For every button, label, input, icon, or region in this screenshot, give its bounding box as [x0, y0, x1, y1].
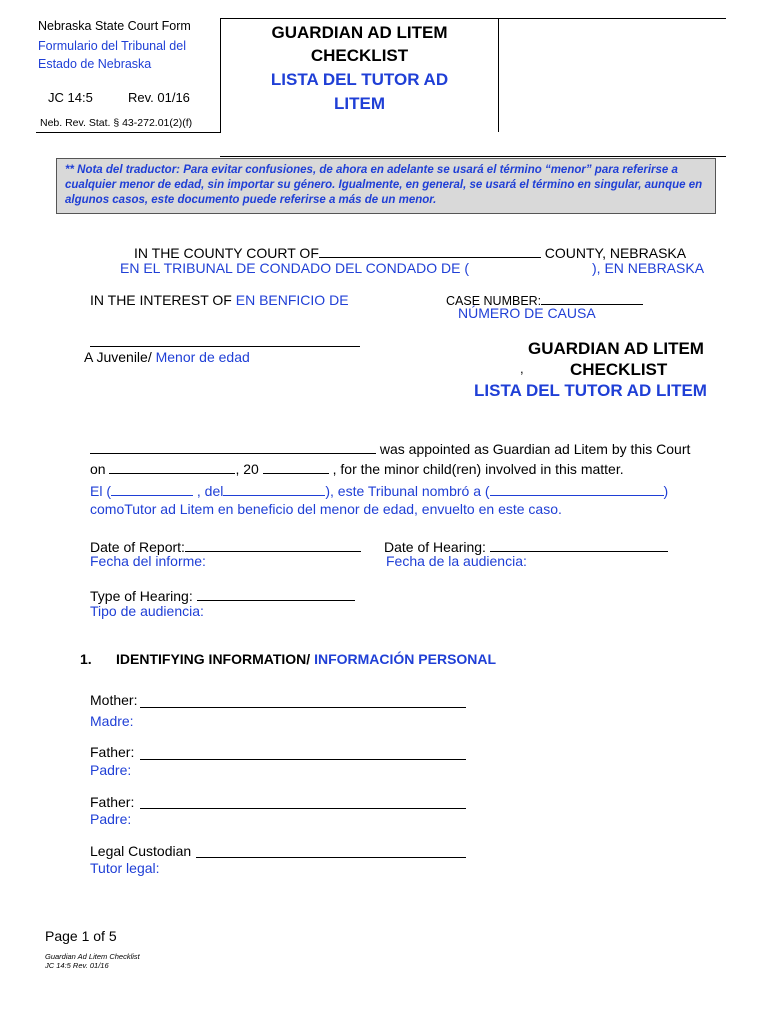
caption-title-en-2: CHECKLIST [570, 360, 668, 379]
court-form-label: Nebraska State Court Form [38, 19, 191, 33]
hearing-date-field[interactable] [490, 537, 668, 552]
county-nebraska-label: COUNTY, NEBRASKA [544, 245, 687, 261]
interest-of-label-es: EN BENFICIO DE [235, 292, 349, 308]
appointment-line-2-end: , for the minor child(ren) involved in this matter. [332, 461, 624, 477]
mother-field[interactable] [140, 707, 466, 708]
header-top-rule [220, 18, 726, 19]
header-bottom-rule-left [36, 132, 221, 133]
year-prefix-label: , 20 [235, 461, 259, 477]
case-number-label-es: NÚMERO DE CAUSA [458, 305, 596, 321]
appointment-year-field[interactable] [263, 459, 329, 474]
juvenile-name-field[interactable] [90, 346, 360, 347]
hearing-type-field[interactable] [197, 586, 355, 601]
hearing-type-line [90, 586, 355, 604]
es-year-field[interactable] [223, 481, 325, 496]
footer-doc-rev: JC 14:5 Rev. 01/16 [45, 961, 109, 970]
report-date-label: Date of Report: [90, 539, 185, 555]
es-el-label: El ( [90, 483, 111, 499]
es-guardian-field[interactable] [490, 481, 664, 496]
county-court-label: IN THE COUNTY COURT OF [134, 245, 319, 261]
legal-custodian-label: Legal Custodian [90, 843, 192, 859]
appointment-line-es-2: comoTutor ad Litem en beneficio del menor de edad, envuelto en este caso. [90, 501, 562, 517]
father-1-label-es: Padre: [90, 762, 132, 778]
header-title-es-2: LITEM [334, 94, 385, 113]
form-number: JC 14:5 [48, 90, 93, 105]
hearing-date-label-es: Fecha de la audiencia: [386, 553, 527, 569]
statute-reference: Neb. Rev. Stat. § 43-272.01(2)(f) [40, 117, 193, 129]
mother-label: Mother: [90, 692, 138, 708]
es-close-label: ) [663, 483, 669, 499]
county-court-label-es: EN EL TRIBUNAL DE CONDADO DEL CONDADO DE ( [120, 260, 470, 276]
header-bottom-rule-right [220, 156, 726, 157]
report-date-label-es: Fecha del informe: [90, 553, 206, 569]
father-1-label: Father: [90, 744, 135, 760]
en-nebraska-label: ), EN NEBRASKA [592, 260, 705, 276]
father-2-field[interactable] [140, 808, 466, 809]
hearing-date-label: Date of Hearing: [384, 539, 486, 555]
appointment-text: was appointed as Guardian ad Litem by this Court [379, 441, 691, 457]
juvenile-line [84, 349, 250, 365]
es-date-field[interactable] [111, 481, 193, 496]
appointment-line-2 [90, 459, 624, 477]
appointment-date-field[interactable] [109, 459, 235, 474]
hearing-type-label: Type of Hearing: [90, 588, 193, 604]
on-label: on [90, 461, 106, 477]
report-date-field[interactable] [185, 537, 361, 552]
section-1-heading [116, 651, 496, 667]
case-number-label: CASE NUMBER: [446, 294, 542, 308]
section-1-title-es: INFORMACIÓN PERSONAL [314, 651, 497, 667]
interest-of-label: IN THE INTEREST OF [90, 292, 232, 308]
court-form-label-es-2: Estado de Nebraska [38, 57, 152, 71]
caption-title-en-1: GUARDIAN AD LITEM [528, 339, 704, 358]
header-divider-right [498, 18, 499, 132]
father-1-field[interactable] [140, 759, 466, 760]
mother-label-es: Madre: [90, 713, 134, 729]
es-del-label: , del [196, 483, 224, 499]
footer-doc-title: Guardian Ad Litem Checklist [45, 952, 140, 961]
header-title-es-1: LISTA DEL TUTOR AD [270, 70, 449, 89]
court-form-label-es-1: Formulario del Tribunal del [38, 39, 186, 53]
caption-comma: , [520, 361, 524, 376]
guardian-name-field[interactable] [90, 439, 376, 454]
form-revision: Rev. 01/16 [128, 90, 190, 105]
header-title-en-1: GUARDIAN AD LITEM [271, 23, 448, 42]
interest-of-line [90, 292, 349, 308]
hearing-type-label-es: Tipo de audiencia: [90, 603, 204, 619]
section-1-number: 1. [80, 651, 92, 667]
translator-note: ** Nota del traductor: Para evitar confusiones, de ahora en adelante se usará el término “menor” para referirse a cualquier menor de edad, sin importar su género. Igualmente, en general, se usará el término en singular, aunque en algunos casos, este documento puede referirse a más de un menor. [56, 158, 716, 214]
caption-title-es: LISTA DEL TUTOR AD LITEM [474, 381, 707, 400]
father-2-label: Father: [90, 794, 135, 810]
appointment-line-1 [90, 439, 690, 457]
county-name-field[interactable] [319, 243, 541, 258]
legal-custodian-field[interactable] [196, 857, 466, 858]
father-2-label-es: Padre: [90, 811, 132, 827]
juvenile-label-es: Menor de edad [155, 349, 250, 365]
page-number: Page 1 of 5 [45, 928, 117, 944]
county-court-line [134, 243, 686, 261]
case-number-field[interactable] [541, 290, 643, 305]
section-1-title: IDENTIFYING INFORMATION/ [116, 651, 311, 667]
legal-custodian-label-es: Tutor legal: [90, 860, 160, 876]
appointment-line-es-1 [90, 481, 668, 499]
header-title-en-2: CHECKLIST [310, 46, 409, 65]
juvenile-label: A Juvenile/ [84, 349, 152, 365]
es-mid-label: ), este Tribunal nombró a ( [325, 483, 490, 499]
